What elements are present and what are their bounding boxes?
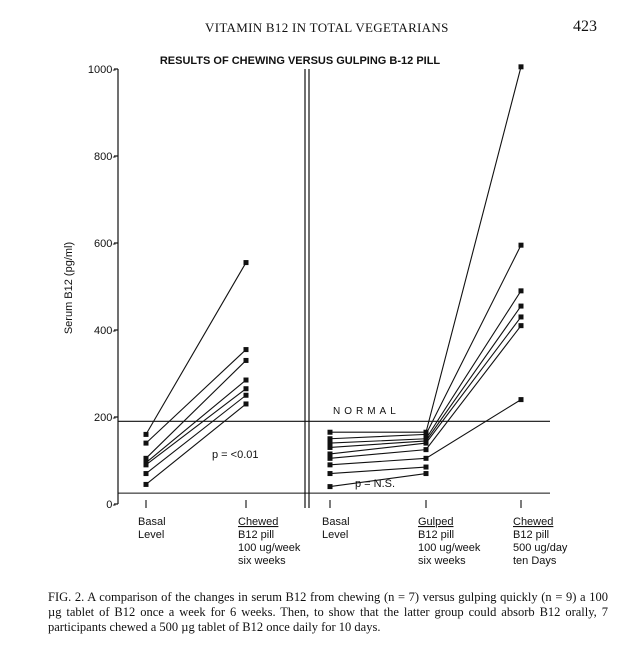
right-panel-data-point bbox=[328, 484, 333, 489]
right-panel-data-point bbox=[424, 465, 429, 470]
left-panel-x-tick-label: Basal bbox=[138, 516, 166, 528]
left-panel-data-point bbox=[144, 441, 149, 446]
y-tick-label: 1000- bbox=[87, 64, 116, 76]
p-value-right: p = N.S. bbox=[355, 478, 396, 490]
running-head: VITAMIN B12 IN TOTAL VEGETARIANS bbox=[205, 20, 449, 35]
y-tick-label: 800- bbox=[93, 151, 116, 163]
left-panel-data-point bbox=[144, 471, 149, 476]
left-panel-data-point bbox=[244, 347, 249, 352]
right-panel-x-tick-label: B12 pill bbox=[418, 529, 455, 541]
left-panel-data-point bbox=[244, 386, 249, 391]
right-panel-data-point bbox=[519, 323, 524, 328]
normal-label: NORMAL bbox=[333, 406, 400, 417]
plot-area bbox=[88, 64, 568, 567]
left-panel-x-tick-label: Level bbox=[138, 529, 165, 541]
left-panel-data-point bbox=[244, 401, 249, 406]
right-panel-data-point bbox=[424, 471, 429, 476]
left-panel-data-point bbox=[244, 358, 249, 363]
right-panel-data-point bbox=[519, 304, 524, 309]
left-panel-data-point bbox=[144, 432, 149, 437]
right-panel-data-point bbox=[328, 462, 333, 467]
left-panel-data-point bbox=[244, 378, 249, 383]
right-panel-x-tick-label: 100 ug/week bbox=[418, 542, 481, 554]
right-panel-data-point bbox=[424, 456, 429, 461]
right-panel-data-point bbox=[424, 447, 429, 452]
right-panel-data-point bbox=[424, 441, 429, 446]
right-panel-x-tick-label: Level bbox=[322, 529, 349, 541]
right-panel-series-line bbox=[330, 306, 521, 447]
right-panel-x-tick-label: Chewed bbox=[513, 516, 554, 528]
left-panel-data-point bbox=[144, 462, 149, 467]
left-panel-data-point bbox=[244, 393, 249, 398]
right-panel-data-point bbox=[519, 314, 524, 319]
left-panel-data-point bbox=[144, 482, 149, 487]
right-panel-data-point bbox=[328, 471, 333, 476]
right-panel-data-point bbox=[328, 441, 333, 446]
left-panel-x-tick-label: B12 pill bbox=[238, 529, 275, 541]
page-number: 423 bbox=[573, 18, 597, 35]
right-panel-data-point bbox=[519, 397, 524, 402]
right-panel-data-point bbox=[328, 451, 333, 456]
right-panel-data-point bbox=[328, 436, 333, 441]
right-panel-x-tick-label: Basal bbox=[322, 516, 350, 528]
right-panel-x-tick-label: Gulped bbox=[418, 516, 454, 528]
right-panel-data-point bbox=[519, 64, 524, 69]
chart-title: RESULTS OF CHEWING VERSUS GULPING B-12 PILL bbox=[159, 55, 441, 67]
left-panel-data-point bbox=[244, 260, 249, 265]
y-tick-label: 600- bbox=[93, 238, 116, 250]
left-panel-series-line bbox=[146, 350, 246, 444]
left-panel-x-tick-label: 100 ug/week bbox=[238, 542, 301, 554]
figure-caption: FIG. 2. A comparison of the changes in serum B12 from chewing (n = 7) versus gulping quickly (n = 9) a 100 µg tablet of B12 once a week for 6 weeks. Then, to show that the latter group could absorb B12 orally, 7 participants chewed a 500 µg tablet of B12 once daily for 10 days. bbox=[48, 590, 608, 634]
right-panel-data-point bbox=[519, 243, 524, 248]
right-panel-data-point bbox=[328, 445, 333, 450]
y-tick-label: 0- bbox=[106, 499, 116, 511]
y-tick-label: 400- bbox=[93, 325, 116, 337]
right-panel-series-line bbox=[330, 67, 521, 432]
y-axis-label: Serum B12 (pg/ml) bbox=[63, 241, 75, 335]
right-panel-series-line bbox=[330, 291, 521, 443]
left-panel-x-tick-label: Chewed bbox=[238, 516, 279, 528]
left-panel-x-tick-label: six weeks bbox=[238, 555, 286, 567]
right-panel-data-point bbox=[519, 288, 524, 293]
right-panel-x-tick-label: B12 pill bbox=[513, 529, 550, 541]
right-panel-data-point bbox=[328, 456, 333, 461]
y-tick-label: 200- bbox=[93, 412, 116, 424]
right-panel-x-tick-label: six weeks bbox=[418, 555, 466, 567]
right-panel-data-point bbox=[328, 430, 333, 435]
right-panel-x-tick-label: 500 ug/day bbox=[513, 542, 568, 554]
right-panel-series-line bbox=[330, 467, 426, 474]
left-panel-data-point bbox=[144, 456, 149, 461]
left-panel-series-line bbox=[146, 395, 246, 473]
p-value-left: p = <0.01 bbox=[212, 449, 259, 461]
right-panel-x-tick-label: ten Days bbox=[513, 555, 557, 567]
